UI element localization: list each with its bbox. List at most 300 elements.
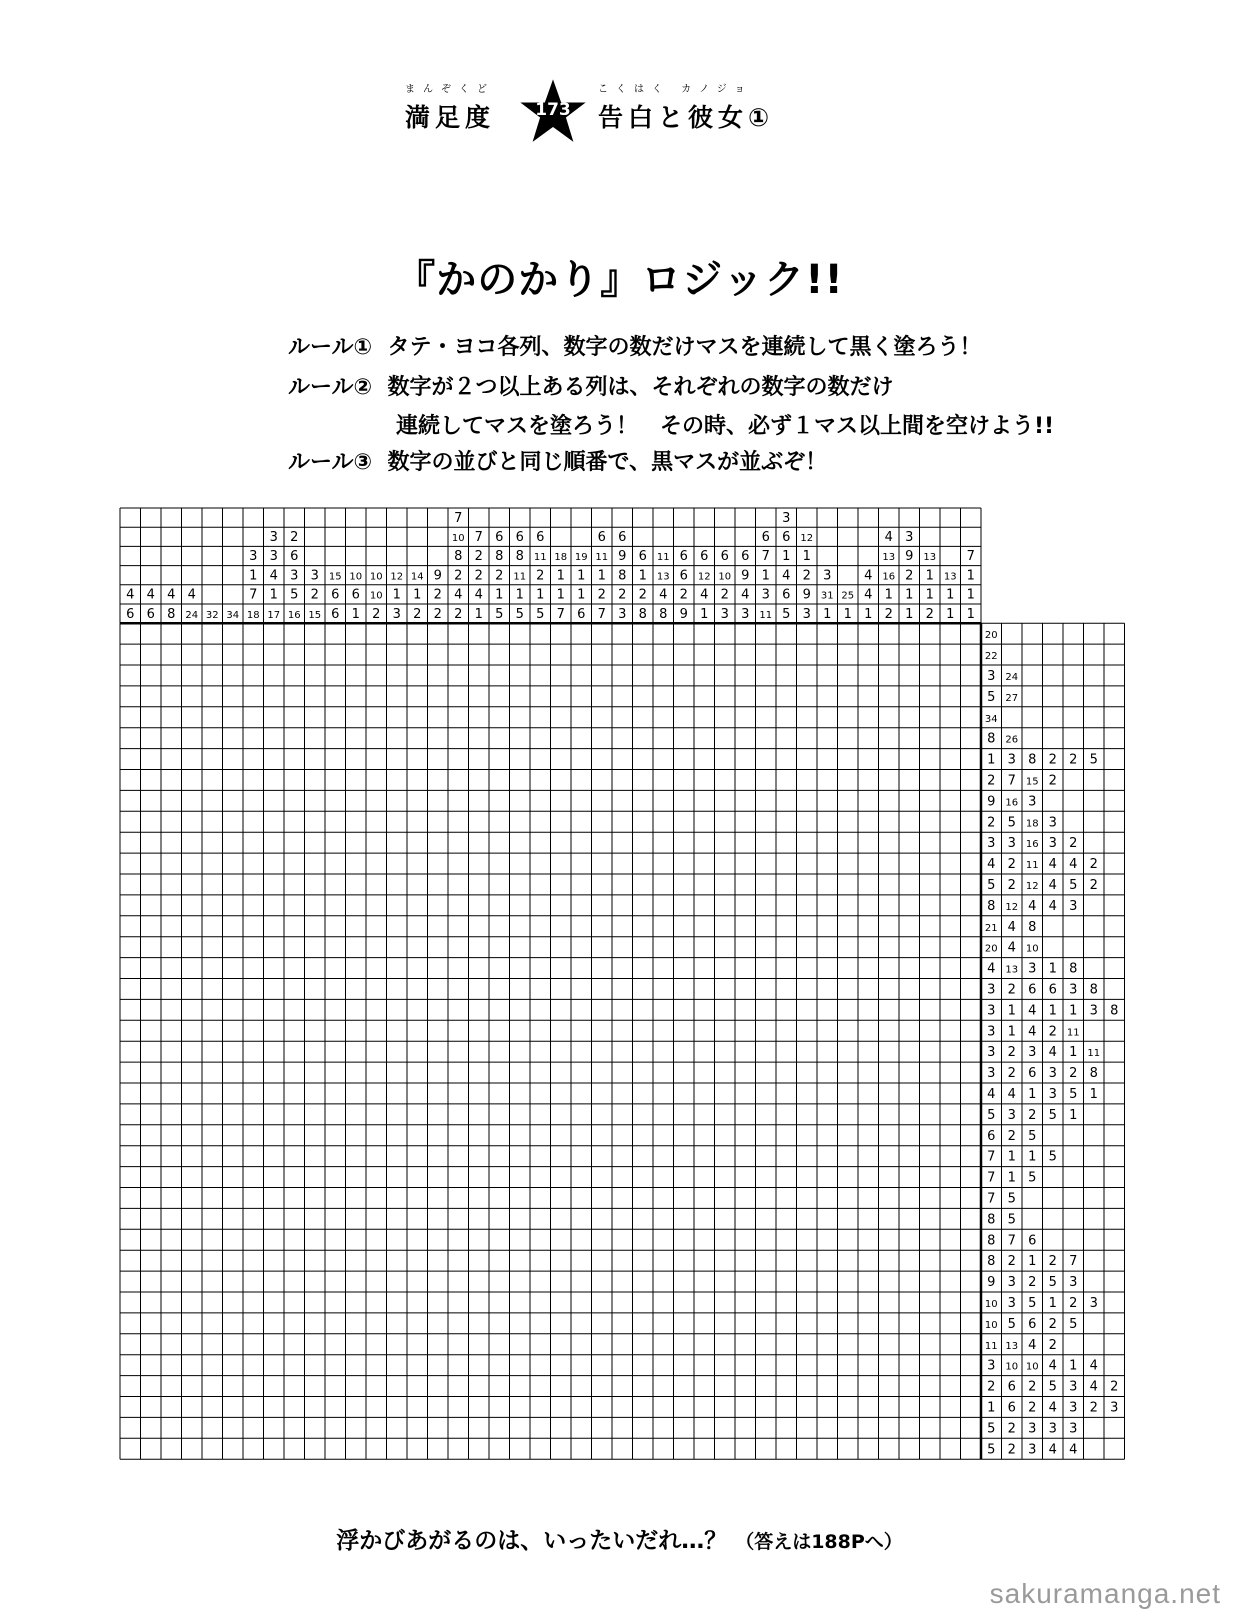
row-clue: 2	[987, 773, 996, 789]
row-clue: 12	[1005, 901, 1019, 913]
column-clue: 2	[884, 606, 893, 622]
row-clue: 4	[1048, 878, 1057, 894]
row-clue: 5	[987, 1421, 996, 1437]
column-clue: 1	[782, 549, 791, 565]
column-clue: 6	[741, 549, 750, 565]
row-clue: 21	[984, 922, 998, 934]
rule-label: ルール③	[288, 450, 373, 475]
column-clue: 1	[556, 587, 565, 603]
column-clue: 24	[185, 609, 199, 621]
rule-text: タテ・ヨコ各列、数字の数だけマスを連続して黒く塗ろう！	[387, 335, 982, 360]
column-clue: 1	[884, 587, 893, 603]
row-clue: 5	[1048, 1275, 1057, 1291]
watermark: sakuramanga.net	[989, 1578, 1221, 1609]
column-clue: 12	[390, 571, 404, 583]
row-clue: 6	[1028, 1233, 1037, 1249]
row-clue: 3	[1069, 1400, 1078, 1416]
column-clue: 2	[454, 568, 463, 584]
row-clue: 2	[1048, 1316, 1057, 1332]
row-clue: 8	[1028, 752, 1037, 768]
row-clue: 5	[1048, 1107, 1057, 1123]
row-clue: 9	[987, 1275, 996, 1291]
row-clue: 3	[987, 836, 996, 852]
column-clue: 1	[392, 587, 401, 603]
row-clue: 4	[1028, 898, 1037, 914]
row-clue: 10	[984, 1319, 998, 1331]
row-clue: 5	[1069, 1316, 1078, 1332]
row-clue: 1	[1069, 1045, 1078, 1061]
column-clue: 3	[761, 587, 770, 603]
row-clue: 4	[1048, 1045, 1057, 1061]
column-clue: 2	[720, 587, 729, 603]
column-clue: 4	[474, 587, 483, 603]
row-clue: 34	[984, 713, 998, 725]
row-clue: 3	[1007, 1275, 1016, 1291]
row-clue: 3	[1007, 836, 1016, 852]
column-clue: 4	[741, 587, 750, 603]
column-clue: 15	[308, 609, 322, 621]
column-clue: 4	[782, 568, 791, 584]
column-clue: 6	[679, 568, 688, 584]
column-clue: 18	[246, 609, 260, 621]
column-clue: 1	[843, 606, 852, 622]
row-clue: 3	[987, 669, 996, 685]
row-clue: 16	[1025, 839, 1039, 851]
row-clue: 6	[987, 1128, 996, 1144]
row-clue: 1	[1028, 1087, 1037, 1103]
column-clue: 11	[595, 552, 609, 564]
column-clue: 1	[905, 587, 914, 603]
row-clue: 2	[1028, 1107, 1037, 1123]
row-clue: 2	[1007, 878, 1016, 894]
row-clue: 3	[1089, 1296, 1098, 1312]
row-clue: 8	[987, 1212, 996, 1228]
row-clue: 3	[987, 1045, 996, 1061]
column-clue: 9	[802, 587, 811, 603]
column-clue: 12	[800, 533, 814, 545]
row-clue: 13	[1005, 964, 1019, 976]
column-clue: 6	[331, 587, 340, 603]
row-clue: 20	[984, 943, 998, 955]
column-clue: 4	[659, 587, 668, 603]
row-clue: 8	[987, 731, 996, 747]
row-clue: 7	[987, 1149, 996, 1165]
row-clue: 2	[1007, 1421, 1016, 1437]
column-clue: 2	[310, 587, 319, 603]
column-clue: 6	[700, 549, 709, 565]
row-clue: 20	[984, 630, 998, 642]
row-clue: 4	[1069, 1442, 1078, 1458]
column-clue: 1	[474, 606, 483, 622]
column-clue: 7	[597, 606, 606, 622]
column-clue: 13	[943, 571, 957, 583]
column-clue: 1	[966, 587, 975, 603]
row-clue: 8	[1089, 982, 1098, 998]
row-clue: 13	[1005, 1340, 1019, 1352]
column-clue: 1	[966, 606, 975, 622]
row-clue: 1	[1028, 1254, 1037, 1270]
row-clue: 2	[1069, 1296, 1078, 1312]
row-clue: 3	[1028, 1045, 1037, 1061]
row-clue: 4	[1028, 1024, 1037, 1040]
row-clue: 1	[1069, 1107, 1078, 1123]
row-clue: 8	[987, 898, 996, 914]
row-clue: 1	[987, 752, 996, 768]
column-clue: 2	[433, 587, 442, 603]
column-clue: 2	[413, 606, 422, 622]
column-clue: 7	[761, 549, 770, 565]
column-clue: 9	[741, 568, 750, 584]
row-clue: 10	[1005, 1361, 1019, 1373]
column-clue: 8	[515, 549, 524, 565]
column-clue: 1	[925, 568, 934, 584]
row-clue: 2	[1007, 1254, 1016, 1270]
column-clue: 8	[454, 549, 463, 565]
column-clue: 9	[618, 549, 627, 565]
column-clue: 3	[618, 606, 627, 622]
row-clue: 16	[1005, 797, 1019, 809]
column-clue: 6	[597, 530, 606, 546]
row-clue: 5	[1007, 1191, 1016, 1207]
column-clue: 6	[495, 530, 504, 546]
rule-text: 連続してマスを塗ろう！ その時、必ず１マス以上間を空けよう!!	[396, 414, 1055, 439]
row-clue: 1	[1007, 1003, 1016, 1019]
row-clue: 5	[987, 878, 996, 894]
column-clue: 7	[454, 510, 463, 526]
row-clue: 3	[1048, 1087, 1057, 1103]
row-clue: 1	[1007, 1149, 1016, 1165]
row-clue: 7	[1069, 1254, 1078, 1270]
column-clue: 6	[618, 530, 627, 546]
column-clue: 1	[269, 587, 278, 603]
column-clue: 11	[759, 609, 773, 621]
column-clue: 1	[597, 568, 606, 584]
column-clue: 6	[577, 606, 586, 622]
row-clue: 2	[1028, 1379, 1037, 1395]
row-clue: 22	[984, 651, 998, 663]
row-clue: 2	[1048, 773, 1057, 789]
row-clue: 10	[1025, 943, 1039, 955]
column-clue: 18	[554, 552, 568, 564]
column-clue: 1	[577, 568, 586, 584]
row-clue: 3	[1048, 815, 1057, 831]
column-clue: 19	[574, 552, 588, 564]
row-clue: 2	[1089, 857, 1098, 873]
row-clue: 2	[1089, 878, 1098, 894]
footer	[0, 1522, 1239, 1555]
row-clue: 4	[1089, 1358, 1098, 1374]
column-clue: 2	[290, 530, 299, 546]
row-clue: 6	[1007, 1379, 1016, 1395]
column-clue: 6	[515, 530, 524, 546]
column-clue: 1	[761, 568, 770, 584]
column-clue: 1	[925, 587, 934, 603]
row-clue: 4	[1028, 1337, 1037, 1353]
column-clue: 6	[720, 549, 729, 565]
column-clue: 3	[392, 606, 401, 622]
column-clue: 2	[638, 587, 647, 603]
row-clue: 3	[1007, 1107, 1016, 1123]
row-clue: 1	[987, 1400, 996, 1416]
column-clue: 16	[882, 571, 896, 583]
chapter-label: 満足度	[405, 103, 496, 132]
column-clue: 1	[577, 587, 586, 603]
column-clue: 1	[946, 606, 955, 622]
column-clue: 4	[864, 587, 873, 603]
row-clue: 11	[1066, 1027, 1080, 1039]
row-clue: 5	[1007, 1212, 1016, 1228]
column-clue: 34	[226, 609, 240, 621]
row-clue: 9	[987, 794, 996, 810]
row-clue: 3	[1069, 982, 1078, 998]
column-clue: 1	[413, 587, 422, 603]
column-clue: 10	[349, 571, 363, 583]
row-clue: 3	[1048, 1421, 1057, 1437]
column-clue: 3	[310, 568, 319, 584]
column-clue: 25	[841, 590, 855, 602]
row-clue: 7	[987, 1191, 996, 1207]
column-clue: 13	[656, 571, 670, 583]
column-clue: 7	[474, 530, 483, 546]
row-clue: 3	[1028, 1421, 1037, 1437]
column-clue: 15	[328, 571, 342, 583]
row-clue: 2	[1007, 1442, 1016, 1458]
row-clue: 3	[1069, 1421, 1078, 1437]
row-clue: 2	[1048, 1254, 1057, 1270]
column-clue: 6	[638, 549, 647, 565]
row-clue: 3	[1069, 1379, 1078, 1395]
row-clue: 4	[987, 857, 996, 873]
row-clue: 2	[1048, 1337, 1057, 1353]
row-clue: 8	[987, 1254, 996, 1270]
column-clue: 13	[923, 552, 937, 564]
column-clue: 4	[864, 568, 873, 584]
row-clue: 7	[1007, 1233, 1016, 1249]
row-clue: 7	[1007, 773, 1016, 789]
row-clue: 3	[1007, 752, 1016, 768]
row-clue: 3	[1069, 1275, 1078, 1291]
row-clue: 3	[1028, 961, 1037, 977]
row-clue: 5	[987, 1442, 996, 1458]
column-clue: 6	[351, 587, 360, 603]
row-clue: 5	[1028, 1170, 1037, 1186]
row-clue: 3	[987, 1024, 996, 1040]
row-clue: 26	[1005, 734, 1019, 746]
column-clue: 5	[290, 587, 299, 603]
column-clue: 4	[269, 568, 278, 584]
row-clue: 2	[1048, 1024, 1057, 1040]
row-clue: 4	[987, 961, 996, 977]
row-clue: 4	[1028, 1003, 1037, 1019]
row-clue: 2	[1007, 1045, 1016, 1061]
column-clue: 7	[966, 549, 975, 565]
column-clue: 4	[454, 587, 463, 603]
row-clue: 2	[1069, 836, 1078, 852]
row-clue: 4	[1007, 919, 1016, 935]
column-clue: 2	[905, 568, 914, 584]
row-clue: 15	[1025, 776, 1039, 788]
column-clue: 6	[126, 606, 135, 622]
column-clue: 14	[410, 571, 424, 583]
column-clue: 6	[290, 549, 299, 565]
column-clue: 6	[536, 530, 545, 546]
column-clue: 5	[782, 606, 791, 622]
row-clue: 6	[1028, 1066, 1037, 1082]
row-clue: 11	[1025, 860, 1039, 872]
footer-answer-note: （答えは188Pへ）	[735, 1531, 903, 1553]
column-clue: 1	[966, 568, 975, 584]
row-clue: 1	[1048, 1003, 1057, 1019]
row-clue: 5	[1069, 878, 1078, 894]
row-clue: 3	[1028, 794, 1037, 810]
column-clue: 1	[905, 606, 914, 622]
column-clue: 3	[782, 510, 791, 526]
row-clue: 2	[1007, 1128, 1016, 1144]
row-clue: 1	[1048, 961, 1057, 977]
row-clue: 2	[987, 815, 996, 831]
row-clue: 2	[1048, 752, 1057, 768]
chapter-title: 告白と彼女①	[598, 103, 775, 132]
column-clue: 1	[495, 587, 504, 603]
column-clue: 1	[638, 568, 647, 584]
column-clue: 4	[146, 587, 155, 603]
column-clue: 5	[515, 606, 524, 622]
rule-text: 数字の並びと同じ順番で、黒マスが並ぶぞ！	[387, 450, 828, 475]
row-clue: 11	[984, 1340, 998, 1352]
row-clue: 3	[1028, 1442, 1037, 1458]
row-clue: 1	[1048, 1296, 1057, 1312]
column-clue: 2	[618, 587, 627, 603]
row-clue: 4	[1048, 1442, 1057, 1458]
row-clue: 5	[1048, 1379, 1057, 1395]
column-clue: 2	[433, 606, 442, 622]
column-clue: 3	[269, 549, 278, 565]
row-clue: 2	[1110, 1379, 1119, 1395]
row-clue: 3	[987, 1003, 996, 1019]
puzzle-title: 『かのかり』ロジック!!	[395, 257, 844, 303]
row-clue: 18	[1025, 818, 1039, 830]
row-clue: 3	[987, 1358, 996, 1374]
column-clue: 2	[474, 549, 483, 565]
column-clue: 1	[864, 606, 873, 622]
row-clue: 1	[1089, 1087, 1098, 1103]
column-clue: 3	[290, 568, 299, 584]
row-clue: 8	[1028, 919, 1037, 935]
column-clue: 3	[802, 606, 811, 622]
row-clue: 4	[1048, 1400, 1057, 1416]
column-clue: 4	[187, 587, 196, 603]
row-clue: 5	[1048, 1149, 1057, 1165]
column-clue: 2	[474, 568, 483, 584]
column-clue: 2	[679, 587, 688, 603]
column-clue: 2	[802, 568, 811, 584]
row-clue: 6	[1028, 982, 1037, 998]
row-clue: 5	[1089, 752, 1098, 768]
row-clue: 8	[1110, 1003, 1119, 1019]
column-clue: 10	[369, 590, 383, 602]
column-clue: 8	[618, 568, 627, 584]
row-clue: 2	[987, 1379, 996, 1395]
column-clue: 8	[167, 606, 176, 622]
row-clue: 11	[1087, 1048, 1101, 1060]
row-clue: 1	[1069, 1358, 1078, 1374]
column-clue: 2	[372, 606, 381, 622]
row-clue: 3	[1048, 1066, 1057, 1082]
chapter-number: 173	[535, 100, 571, 120]
row-clue: 2	[1069, 752, 1078, 768]
column-clue: 1	[802, 549, 811, 565]
column-clue: 11	[533, 552, 547, 564]
column-clue: 6	[782, 530, 791, 546]
column-clue: 4	[167, 587, 176, 603]
column-clue: 7	[556, 606, 565, 622]
row-clue: 4	[1048, 898, 1057, 914]
column-clue: 4	[884, 530, 893, 546]
column-clue: 6	[782, 587, 791, 603]
row-clue: 4	[1048, 1358, 1057, 1374]
row-clue: 10	[1025, 1361, 1039, 1373]
column-clue: 2	[925, 606, 934, 622]
column-clue: 6	[331, 606, 340, 622]
column-clue: 10	[369, 571, 383, 583]
row-clue: 27	[1005, 692, 1019, 704]
column-clue: 2	[536, 568, 545, 584]
column-clue: 2	[597, 587, 606, 603]
row-clue: 4	[1048, 857, 1057, 873]
row-clue: 5	[1007, 1316, 1016, 1332]
column-clue: 4	[700, 587, 709, 603]
column-clue: 5	[495, 606, 504, 622]
column-clue: 1	[823, 606, 832, 622]
column-clue: 3	[720, 606, 729, 622]
row-clue: 2	[1089, 1400, 1098, 1416]
column-clue: 1	[515, 587, 524, 603]
row-clue: 5	[1028, 1296, 1037, 1312]
row-clue: 1	[1028, 1149, 1037, 1165]
row-clue: 2	[1028, 1400, 1037, 1416]
column-clue: 3	[905, 530, 914, 546]
column-clue: 4	[126, 587, 135, 603]
column-clue: 1	[556, 568, 565, 584]
column-clue: 7	[249, 587, 258, 603]
column-clue: 1	[946, 587, 955, 603]
column-clue: 2	[495, 568, 504, 584]
column-clue: 9	[679, 606, 688, 622]
row-clue: 4	[1069, 857, 1078, 873]
row-clue: 7	[987, 1170, 996, 1186]
row-clue: 6	[1028, 1316, 1037, 1332]
row-clue: 8	[1069, 961, 1078, 977]
row-clue: 2	[1007, 1066, 1016, 1082]
column-clue: 16	[287, 609, 301, 621]
column-clue: 13	[882, 552, 896, 564]
column-clue: 1	[700, 606, 709, 622]
row-clue: 3	[1048, 836, 1057, 852]
row-clue: 3	[987, 982, 996, 998]
row-clue: 5	[1028, 1128, 1037, 1144]
rule-label: ルール①	[288, 335, 373, 360]
footer-question: 浮かびあがるのは、いったいだれ…？	[336, 1528, 728, 1554]
column-clue: 2	[454, 606, 463, 622]
row-clue: 8	[987, 1233, 996, 1249]
row-clue: 12	[1025, 881, 1039, 893]
column-clue: 5	[536, 606, 545, 622]
row-clue: 2	[1028, 1275, 1037, 1291]
row-clue: 24	[1005, 672, 1019, 684]
row-clue: 4	[987, 1087, 996, 1103]
row-clue: 3	[1069, 898, 1078, 914]
row-clue: 3	[987, 1066, 996, 1082]
